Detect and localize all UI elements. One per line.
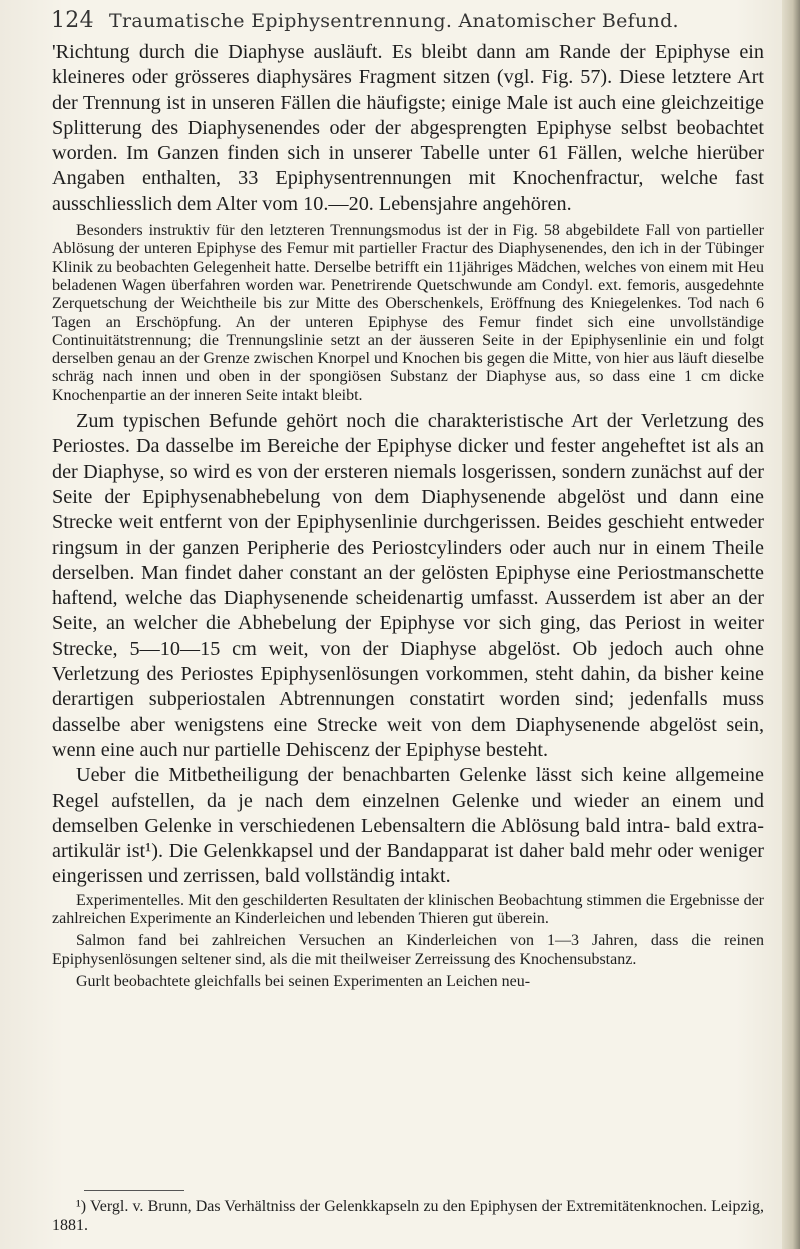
body-text bbox=[52, 40, 764, 995]
paragraph-periosteum: Zum typischen Befunde gehört noch die charakteristische Art der Verletzung des Periostes. Da dasselbe im Bereiche der Epiphyse dicker und fester angeheftet ist als an der Diaphyse, so wird es von der ersteren niemals losgerissen, sondern zunächst auf der Seite der Epiphysenabhebelung von dem Diaphysenende abgelöst und dann eine Strecke weit entfernt von der Epiphysenlinie durchgerissen. Beides geschieht entweder ringsum in der ganzen Peripherie des Periostcylinders oder auch nur in einem Theile derselben. Man findet daher constant an der gelösten Epiphyse eine Periostmanschette haftend, welche das Diaphysenende scheidenartig umfasst. Ausserdem ist aber an der Seite, an welcher die Abhebelung der Epiphyse vor sich ging, das Periost in weiter Strecke, 5—10—15 cm weit, von der Diaphyse abgelöst. Ob jedoch auch ohne Verletzung des Periostes Epiphysenlösungen vorkommen, steht dahin, da bisher keine derartigen subperiostalen Abtrennungen constatirt worden sind; jedenfalls muss dasselbe aber wenigstens eine Strecke weit von dem Diaphysenende abgelöst sein, wenn eine auch nur partielle Dehiscenz der Epiphyse besteht. bbox=[52, 410, 764, 761]
experiments-paragraph: Experimentelles. Mit den geschilderten Resultaten der klinischen Beobachtung stimmen die Ergebnisse der zahlreichen Experimente an Kinderleichen und lebenden Thieren gut überein. bbox=[52, 891, 764, 927]
paragraph-1: 'Richtung durch die Diaphyse ausläuft. Es bleibt dann am Rande der Epiphyse ein kleineres oder grösseres diaphysäres Fragment sitzen (vgl. Fig. 57). Diese letztere Art der Trennung ist in unseren Fällen die häufigste; einige Male ist auch eine gleichzeitige Splitterung des Diaphysenendes oder der abgesprengten Epiphyse selbst beobachtet worden. Im Ganzen finden sich in unserer Tabelle unter 61 Fällen, welche hierüber Angaben enthalten, 33 Epiphysentrennungen mit Knochenfractur, welche fast ausschliesslich dem Alter vom 10.—20. Lebensjahre angehören. bbox=[52, 41, 764, 215]
gurlt-paragraph: Gurlt beobachtete gleichfalls bei seinen Experimenten an Leichen neu- bbox=[76, 972, 531, 990]
footnote bbox=[52, 1198, 764, 1235]
running-title: Traumatische Epiphysentrennung. Anatomischer Befund. bbox=[109, 10, 679, 32]
salmon-paragraph: Salmon fand bei zahlreichen Versuchen an Kinderleichen von 1—3 Jahren, dass die reinen Epiphysenlösungen seltener sind, als die mit theilweiser Zerreissung des Knochensubstanz. bbox=[52, 932, 764, 968]
case-report-paragraph: Besonders instruktiv für den letzteren Trennungsmodus ist der in Fig. 58 abgebildete Fall von partieller Ablösung der unteren Epiphyse des Femur mit partieller Fractur des Diaphysenendes, den ich in der Tübinger Klinik zu beobachten Gelegenheit hatte. Derselbe betrifft ein 11jähriges Mädchen, welches von einem mit Heu beladenen Wagen überfahren worden war. Penetrirende Quetschwunde am Condyl. ext. femoris, ausgedehnte Zerquetschung der Weichtheile bis zur Mitte des Oberschenkels, Eröffnung des Kniegelenkes. Tod nach 6 Tagen an Erschöpfung. An der unteren Epiphyse des Femur findet sich eine unvollständige Continuitätstrennung; die Trennungslinie setzt an der äusseren Seite in der Epiphysenlinie ein und folgt derselben genau an der Grenze zwischen Knorpel und Knochen bis gegen die Mitte, von hier aus läuft dieselbe schräg nach innen und oben in der spongiösen Substanz der Diaphyse aus, so dass eine 1 cm dicke Knochenpartie an der inneren Seite intakt bleibt. bbox=[52, 222, 764, 404]
paragraph-joints: Ueber die Mitbetheiligung der benachbarten Gelenke lässt sich keine allgemeine Regel aufstellen, da je nach dem einzelnen Gelenke und wieder an einem und demselben Gelenke in verschiedenen Lebensaltern die Ablösung bald intra- bald extra-artikulär ist¹). Die Gelenkkapsel und der Bandapparat ist daher bald mehr oder weniger eingerissen und zerrissen, bald vollständig intakt. bbox=[52, 764, 764, 888]
page-header bbox=[45, 4, 765, 36]
footnote-rule bbox=[84, 1190, 184, 1191]
page-binding-edge bbox=[782, 0, 800, 1249]
footnote-text: ¹) Vergl. v. Brunn, Das Verhältniss der Gelenkkapseln zu den Epiphysen der Extremitätenknochen. Leipzig, 1881. bbox=[52, 1198, 764, 1234]
page-number: 124 bbox=[51, 8, 94, 33]
